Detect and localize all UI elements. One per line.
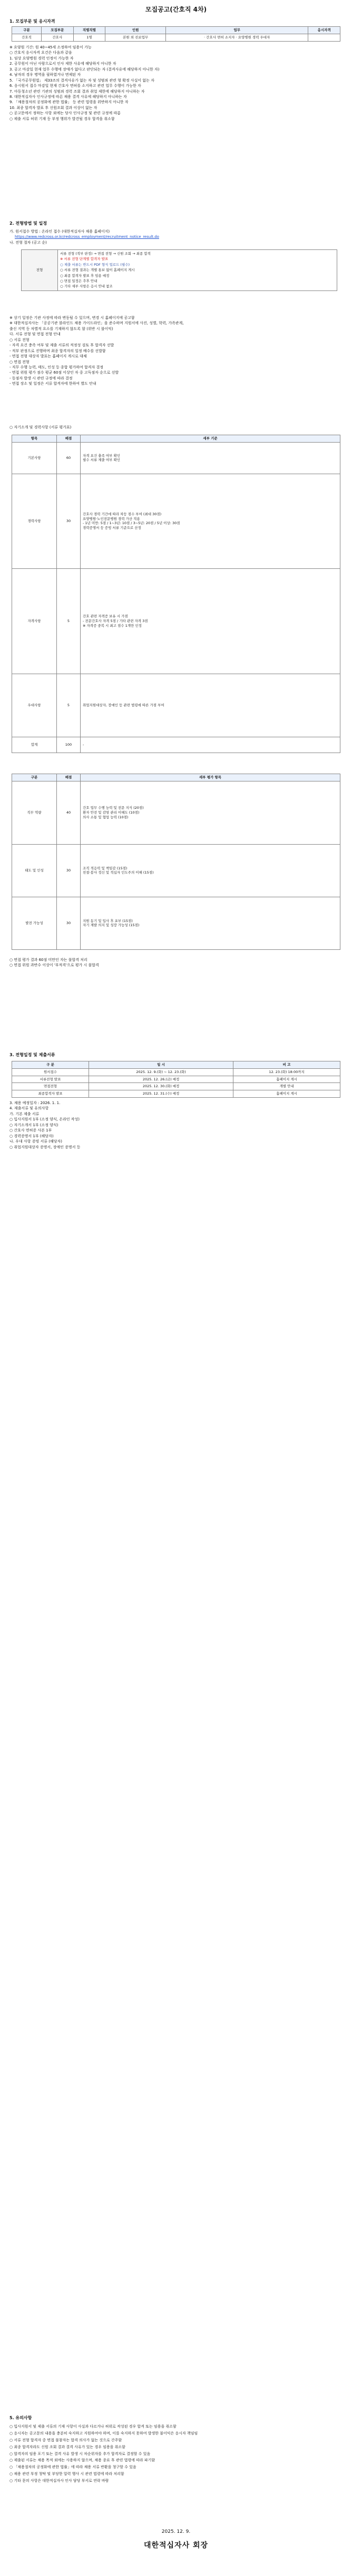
s2-line: 다. 서류 전형 및 면접 전형 안내	[9, 332, 61, 337]
flow-line: ○ 제출 서류는 반드시 PDF 형식 업로드 (필수)	[60, 262, 130, 267]
s2-line: ○ 면접 전형	[9, 359, 30, 364]
s1-note: ○ 간호직 응시자격 요건은 다음과 같음	[9, 51, 72, 55]
s3-lines	[9, 1101, 343, 1150]
s3-line: ○ 간호사 면허증 사본 1부	[9, 1128, 52, 1133]
th-type: 구분	[12, 27, 42, 34]
table-row	[12, 844, 340, 897]
th-field: 모집부문	[42, 27, 74, 34]
s1-notes	[9, 45, 343, 122]
s1-note: 3. 공고 마감일 현재 업무 수행에 장애가 없다고 판단되는 자 (결격사유에 해당하지 아니한 자)	[9, 67, 160, 72]
recruit-table	[12, 26, 340, 42]
flow-line: ○ 기타 세부 사항은 응시 안내 참조	[60, 284, 113, 289]
s1-note: 6. 응시원서 접수 마감일 현재 간호사 면허를 소지하고 관련 업무 수행이 가능한 자	[9, 84, 141, 88]
sched-date: 2025. 12. 26.(금) 예정	[89, 1076, 233, 1083]
s5-line: ○ 기타 문의 사항은 대한적십자사 인사 담당 부서로 연락 바람	[9, 2479, 109, 2483]
s5-line: ○ 입사지원서 및 제출 서류의 기재 사항이 사실과 다르거나 허위로 작성된 경우 합격 또는 임용을 취소함	[9, 2424, 177, 2429]
s2-line: ○ 서류 전형	[9, 337, 30, 342]
eval-detail: - 1년 미만: 5점 / 1~3년: 10점 / 3~5년: 20점 / 5년 이상: 30점	[83, 521, 180, 526]
s2-line: - 면접 위원 평가 점수 평균 60점 이상인 자 중 고득점자 순으로 선발	[9, 370, 119, 375]
eval-item: 합계	[12, 737, 57, 753]
s3-line: 3. 채용 예정일자 : 2026. 1. 1.	[9, 1101, 61, 1105]
sched-date: 2025. 12. 30.(화) 예정	[89, 1083, 233, 1090]
table-row	[12, 1076, 340, 1083]
s3-line: 가. 기본 제출 서류	[9, 1111, 40, 1116]
s2-line: ※ 상기 일정은 기관 사정에 따라 변동될 수 있으며, 변경 시 홈페이지에 공고함	[9, 316, 135, 320]
section-3-heading: 3. 전형일정 및 제출서류	[9, 1053, 55, 1057]
s1-note: 10. 최종 합격자 발표 후 신원조회 결과 이상이 없는 자	[9, 105, 97, 110]
th-int-type: 구분	[12, 774, 57, 781]
s2-line: 출신 지역 등 차별적 요소를 기재하지 않도록 함 (위반 시 불이익)	[9, 326, 113, 331]
s2-line: 가. 원서접수 방법 : 온라인 접수 (대한적십자사 채용 홈페이지)	[9, 229, 110, 234]
table-row	[12, 737, 340, 753]
sched-stage: 최종합격자 발표	[12, 1090, 89, 1098]
int-detail: 지원 동기 및 입사 후 포부 (15점)	[83, 918, 133, 923]
apply-link[interactable]: https://www.redcross.or.kr/redcross_employment/recruitment_notice_result.do	[15, 235, 159, 239]
s5-line: ○ 제출된 서류는 채용 목적 외에는 사용하지 않으며, 채용 종료 후 관련 법령에 따라 파기함	[9, 2458, 155, 2463]
eval-item: 기본사항	[12, 442, 57, 474]
eval-item: 자격사항	[12, 568, 57, 674]
int-score: 30	[57, 844, 81, 897]
int-detail: 환자 안전 및 감염 관리 이해도 (10점)	[83, 810, 140, 815]
table-row	[12, 674, 340, 737]
s2-sub: ○ 자기소개 및 경력사항 (서류 평가표)	[9, 425, 72, 429]
eval-score: 100	[57, 737, 81, 753]
flow-label: 전형	[22, 250, 58, 291]
th-duty: 업무	[166, 27, 308, 34]
s5-line: ○ 「채용절차의 공정화에 관한 법률」에 따라 채용 서류 반환을 청구할 수 있음	[9, 2465, 136, 2470]
sched-remark: 12. 23.(화) 18:00까지	[233, 1068, 340, 1076]
eval-score: 5	[57, 568, 81, 674]
table-row	[12, 568, 340, 674]
th-score: 배점	[57, 435, 81, 443]
int-notes	[9, 958, 343, 969]
table-row	[12, 781, 340, 844]
th-series: 직렬직렬	[73, 27, 105, 34]
eval-detail: - 전문간호사 자격 5점 / 기타 관련 자격 3점	[83, 618, 148, 623]
int-note: ○ 면접 위원 과반수 이상이 '부적격'으로 평가 시 불합격	[9, 963, 99, 968]
s3-line: ○ 취업지원대상자 증명서, 장애인 증명서 등	[9, 1145, 81, 1149]
section-5-heading: 5. 유의사항	[9, 2415, 32, 2420]
s1-note: ※ 요양원 기간: 원 40~45세 소정하여 임용이 가능	[9, 45, 92, 49]
int-detail: 친절·봉사 정신 및 적십자 인도주의 이해 (15점)	[83, 870, 154, 875]
s2-line: ※ 대한적십자사는 「공공기관 블라인드 채용 가이드라인」을 준수하며 지원서에 사진, 성별, 학력, 가족관계,	[9, 321, 184, 326]
s2-intro	[9, 229, 343, 246]
table-row	[12, 1090, 340, 1098]
int-note: ○ 면접 평가 결과 60점 미만인 자는 불합격 처리	[9, 958, 87, 962]
s3-line: ○ 경력증명서 1부 (해당자)	[9, 1134, 54, 1138]
s1-note: 8. 대한적십자사 인사규정에 따른 채용 결격 사유에 해당하지 아니하는 자	[9, 94, 127, 99]
flow-box	[21, 249, 337, 291]
table-row	[12, 442, 340, 474]
s1-note: 7. 아동청소년 관련 기관의 성범죄 경력 조회 결과 취업 제한에 해당하지 아니하는 자	[9, 89, 145, 94]
sched-remark: 홈페이지 게시	[233, 1090, 340, 1098]
th-int-detail: 세부 평가 항목	[81, 774, 340, 781]
th-stage: 구 분	[12, 1061, 89, 1069]
sched-date: 2025. 12. 31.(수) 예정	[89, 1090, 233, 1098]
s1-note: 5. 「국가공무원법」 제33조의 결격사유가 없는 자 및 성범죄 관련 형 확정 사실이 없는 자	[9, 78, 154, 83]
interview-table	[12, 774, 340, 950]
int-item: 발전 가능성	[12, 897, 57, 949]
int-detail: 간호 업무 수행 능력 및 전문 지식 (20점)	[83, 806, 144, 810]
cell-duty: · 간호사 면허 소지자 · 요양병원 경력 우대자	[166, 34, 308, 41]
eval-table	[12, 435, 340, 753]
eval-detail: 자격 요건 충족 여부 확인	[83, 453, 121, 458]
int-item: 태도 및 인성	[12, 844, 57, 897]
int-score: 30	[57, 897, 81, 949]
flow-line: ※ 서류 전형 단계별 합격자 발표	[60, 257, 109, 262]
s2-line: - 자격 요건 충족 여부 및 제출 서류의 적정성 검토 후 합격자 선발	[9, 343, 114, 348]
eval-item: 우대사항	[12, 674, 57, 737]
int-item: 직무 역량	[12, 781, 57, 844]
th-item: 항목	[12, 435, 57, 443]
s2-line: 나. 전형 절차 (공고 순)	[9, 240, 47, 245]
th-qual: 응시자격	[308, 27, 340, 34]
int-score: 40	[57, 781, 81, 844]
eval-detail: ※ 자격증 중복 시 최고 점수 1개만 인정	[83, 623, 142, 628]
int-detail: 자기 계발 의지 및 성장 가능성 (15점)	[83, 923, 140, 928]
sched-stage: 서류전형 발표	[12, 1076, 89, 1083]
eval-detail: 필수 서류 제출 여부 확인	[83, 458, 121, 463]
s5-lines	[9, 2424, 343, 2485]
s2-line: - 면접 전형 대상자 발표는 홈페이지 게시로 대체	[9, 354, 87, 359]
sched-date: 2025. 12. 9.(화) ~ 12. 23.(화)	[89, 1068, 233, 1076]
page-title: 모집공고(간호직 4차)	[145, 6, 207, 13]
s5-line: ○ 응시자는 공고문의 내용을 충분히 숙지하고 지원하여야 하며, 이를 숙지하지 못하여 발생한 불이익은 응시자 책임임	[9, 2431, 198, 2435]
table-row	[12, 1083, 340, 1090]
eval-detail: 경력증명서 등 증빙 서류 기준으로 산정	[83, 526, 141, 530]
flow-line: ○ 서류 전형 결과는 개별 통보 없이 홈페이지 게시	[60, 268, 135, 273]
eval-detail: 취업지원대상자, 장애인 등 관련 법령에 따른 가점 부여	[83, 703, 164, 707]
s1-note: 2. 공무원이 아닌 사람으로서 인사 제한 사유에 해당하지 아니한 자	[9, 62, 116, 66]
s3-line: 4. 제출서류 및 유의사항	[9, 1106, 49, 1111]
section-1-heading: 1. 모집부문 및 응시자격	[9, 19, 55, 24]
s1-note: 1. 임상 요양병원 경력 인정이 가능한 자	[9, 56, 74, 61]
int-detail: 조직 적응력 및 책임감 (15점)	[83, 866, 128, 870]
flow-line: ○ 면접 일정은 추후 안내	[60, 278, 97, 283]
eval-detail: 요양병원·노인전문병원 경력 가산 적용	[83, 516, 140, 521]
sched-remark: 홈페이지 게시	[233, 1076, 340, 1083]
sched-stage: 원서접수	[12, 1068, 89, 1076]
table-row	[12, 1068, 340, 1076]
cell-field: 간호사	[42, 34, 74, 41]
th-date: 일 시	[89, 1061, 233, 1069]
th-int-score: 배점	[57, 774, 81, 781]
eval-detail: 간호 관련 자격증 보유 시 가점	[83, 614, 128, 619]
cell-series: 1명	[73, 34, 105, 41]
table-row	[12, 474, 340, 568]
s1-note: ○ 제출 서류 허위 기재 등 부정 행위가 발견될 경우 합격을 취소함	[9, 116, 115, 121]
flow-line: 서류 전형 (적부 판정) → 면접 전형 → 신원 조회 → 최종 합격	[60, 252, 151, 256]
s1-note: ○ 공고문에서 정하는 사항 외에는 당사 인사규정 및 관련 규정에 따름	[9, 111, 121, 116]
flow-line: ○ 최종 합격자 발표 후 임용 예정	[60, 273, 110, 278]
eval-item: 경력사항	[12, 474, 57, 568]
s2-lines	[9, 316, 343, 387]
s5-line: ○ 채용 관련 부정 청탁 및 부당한 압력 행사 시 관련 법령에 따라 처리함	[9, 2472, 124, 2477]
th-count: 인원	[105, 27, 166, 34]
th-detail: 세부 기준	[81, 435, 340, 443]
s3-line: ○ 자기소개서 1부 (소정 양식)	[9, 1122, 58, 1127]
s1-note: 9. 「채용절차의 공정화에 관한 법률」 등 관련 법령을 위반하지 아니한 자	[9, 100, 129, 105]
s5-line: ○ 합격자의 임용 포기 또는 결격 사유 발생 시 차순위자를 추가 합격자로 결정할 수 있음	[9, 2451, 151, 2456]
table-row	[12, 897, 340, 949]
issuer-name: 대한적십자사 회장	[143, 2541, 209, 2550]
s2-line: - 직무 수행 능력, 태도, 인성 등 종합 평가하여 합격자 결정	[9, 365, 103, 369]
s5-line: ○ 서류 전형 합격자 중 면접 불참자는 합격 의사가 없는 것으로 간주함	[9, 2438, 122, 2442]
s3-line: 나. 우대 사항 증빙 서류 (해당자)	[9, 1139, 62, 1144]
s5-line: ○ 최종 합격자라도 신원 조회 결과 결격 사유가 있는 경우 임용을 취소함	[9, 2444, 125, 2449]
eval-detail: 간호사 경력 기간에 따라 차등 점수 부여 (최대 30점)	[83, 512, 162, 516]
sched-remark: 개별 안내	[233, 1083, 340, 1090]
s2-line: - 적부 판정으로 진행하며 최종 합격자의 일정 배수를 선발함	[9, 348, 106, 353]
eval-score: 5	[57, 674, 81, 737]
eval-detail: -	[83, 742, 84, 747]
int-detail: 의사 소통 및 협업 능력 (10점)	[83, 815, 129, 819]
section-2-heading: 2. 전형방법 및 일정	[9, 221, 47, 226]
cell-type: 간호직	[12, 34, 42, 41]
s1-note: 4. 남자의 경우 병역을 필하였거나 면제된 자	[9, 73, 81, 77]
cell-count: 본원 외 진료업무	[105, 34, 166, 41]
schedule-table	[12, 1061, 340, 1098]
sched-stage: 면접전형	[12, 1083, 89, 1090]
s2-line: - 면접 장소 및 일정은 서류 합격자에 한하여 별도 안내	[9, 382, 96, 386]
eval-score: 60	[57, 442, 81, 474]
s2-line: - 동점자 발생 시 관련 규정에 따라 결정	[9, 376, 73, 380]
notice-date: 2025. 12. 9.	[161, 2529, 191, 2534]
s3-line: ○ 입사지원서 1부 (소정 양식, 온라인 작성)	[9, 1117, 80, 1122]
eval-score: 30	[57, 474, 81, 568]
th-remark: 비 고	[233, 1061, 340, 1069]
cell-qual	[308, 34, 340, 41]
